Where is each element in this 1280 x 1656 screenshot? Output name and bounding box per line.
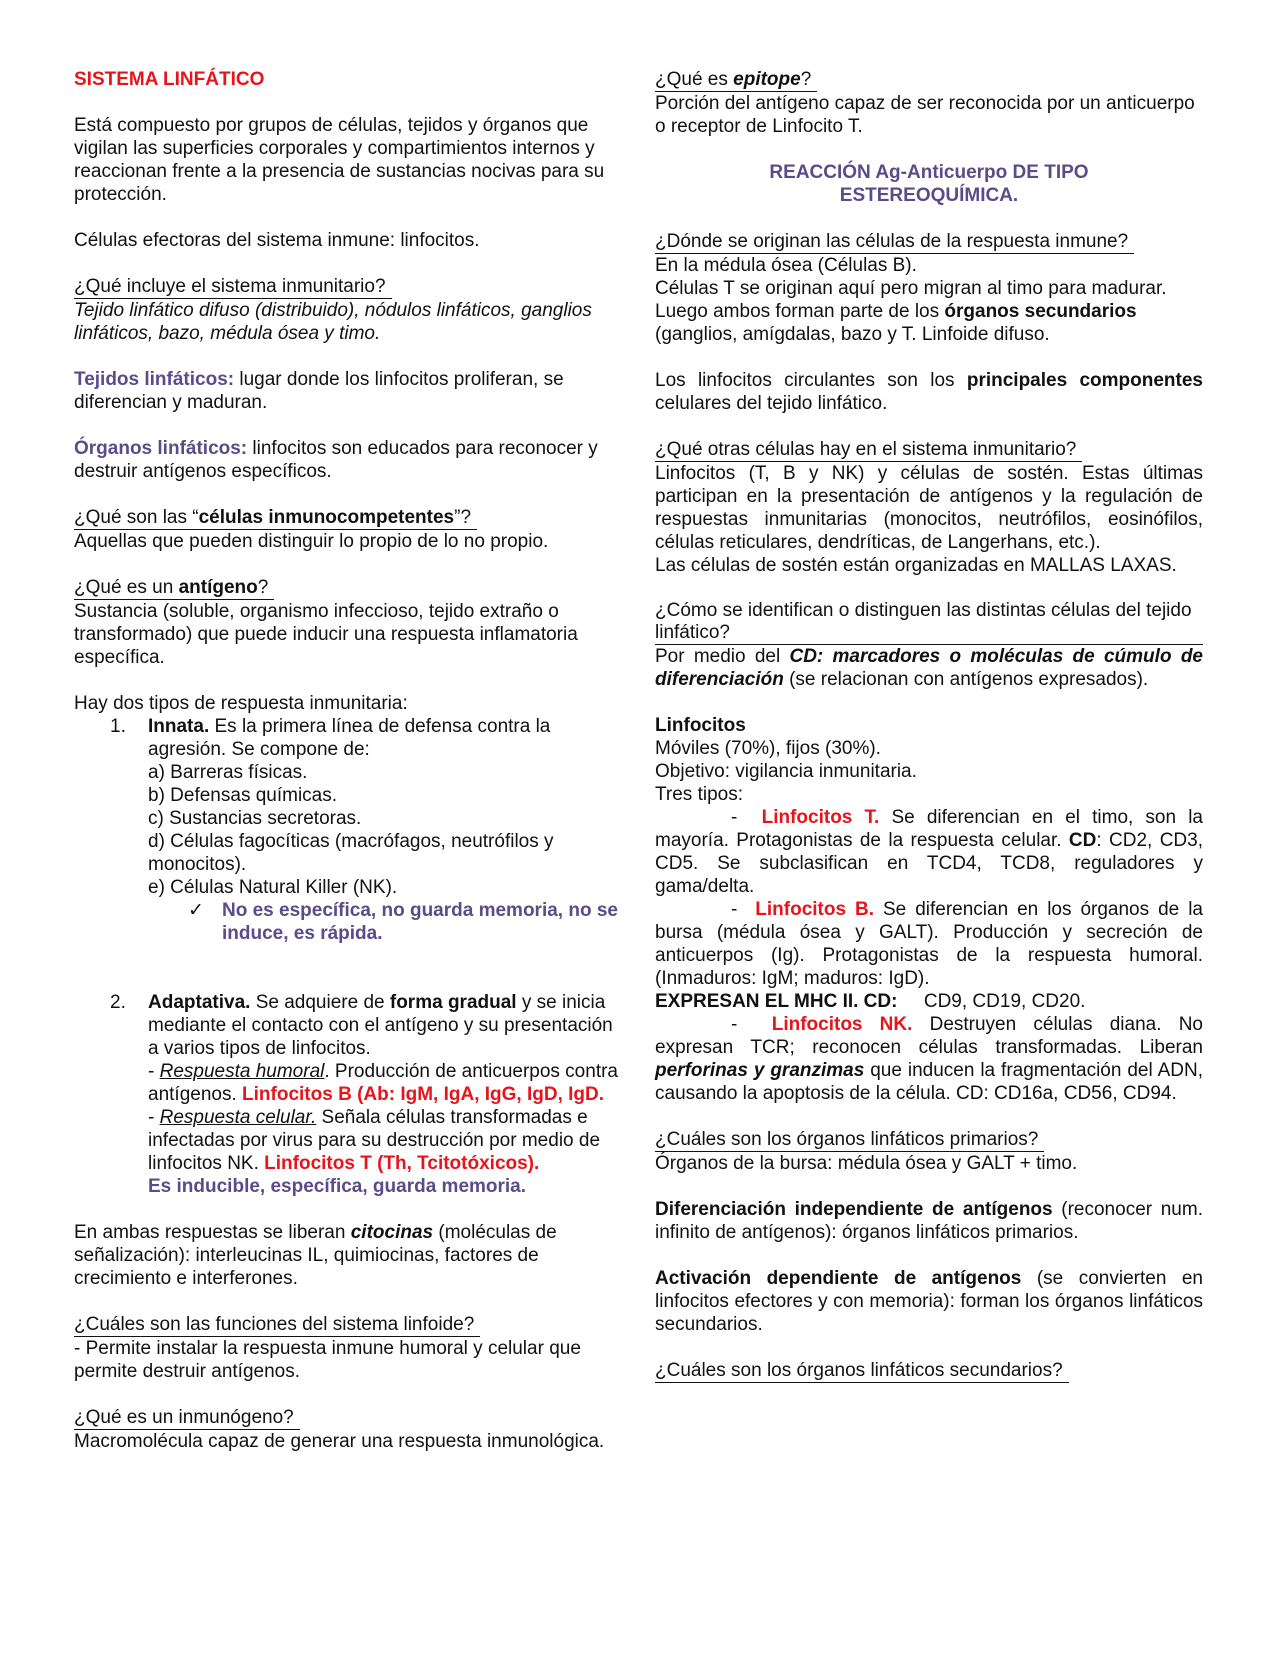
- linfocitos-nk-paragraph: [655, 1013, 1203, 1105]
- question-secundarios: ¿Cuáles son los órganos linfáticos secundarios?: [655, 1360, 1069, 1383]
- response-list: [110, 715, 619, 1198]
- page-title: SISTEMA LINFÁTICO: [74, 69, 265, 90]
- question-incluye: ¿Qué incluye el sistema inmunitario?: [74, 276, 392, 299]
- citocinas-paragraph: [74, 1221, 619, 1290]
- q-antigeno-bold: antígeno: [178, 577, 258, 598]
- q-antigeno-post: ?: [257, 577, 269, 598]
- answer-identifican: [655, 645, 1203, 691]
- list-number: 1.: [110, 716, 126, 737]
- question-inmunocompetentes: [74, 507, 477, 530]
- linfocitos-b-paragraph: [655, 898, 1203, 990]
- adaptativa-bold: forma gradual: [389, 992, 517, 1013]
- q-inmuno-post: ”?: [454, 507, 472, 528]
- efectoras-paragraph: Células efectoras del sistema inmune: linfocitos.: [74, 230, 480, 251]
- lt-text2: : CD2, CD3, CD5. Se subclasifican en TCD4, TCD8, reguladores y gama/delta.: [655, 830, 1203, 897]
- question-inmunogeno: ¿Qué es un inmunógeno?: [74, 1407, 300, 1430]
- answer-otras: Linfocitos (T, B y NK) y células de sostén. Estas últimas participan en la presentación de antígenos y la regulación de respuestas inmunitarias (monocitos, neutrófilos, eosinófilos, células reticulares, dendríticas, de Langerhans, etc.).: [655, 463, 1203, 553]
- reaccion-heading: REACCIÓN Ag-Anticuerpo DE TIPO ESTEREOQUÍMICA.: [769, 162, 1089, 206]
- right-column: [655, 68, 1203, 1383]
- tejidos-paragraph: [74, 368, 619, 414]
- q-inmuno-bold: células inmunocompetentes: [198, 507, 455, 528]
- innata-item-c: c) Sustancias secretoras.: [148, 808, 362, 829]
- lt-text1: Se diferencian en el timo, son la mayoría. Protagonistas de la respuesta celular.: [655, 807, 1203, 851]
- answer-antigeno: Sustancia (soluble, organismo infeccioso, tejido extraño o transformado) que puede inducir una respuesta inflamatoria específica.: [74, 601, 578, 668]
- lb-text: Se diferencian en los órganos de la bursa (médula ósea y GALT). Producción y secreción de anticuerpos (Ig). Protagonistas de la respuesta humoral. (Inmaduros: IgM; maduros: IgD).: [655, 899, 1203, 989]
- diferenciacion-paragraph: [655, 1198, 1203, 1244]
- innata-item-b: b) Defensas químicas.: [148, 785, 338, 806]
- activacion-paragraph: [655, 1267, 1203, 1336]
- lb-mhc-text: CD9, CD19, CD20.: [897, 991, 1086, 1012]
- citocinas-bold: citocinas: [350, 1222, 434, 1243]
- origen-3-post: (ganglios, amígdalas, bazo y T. Linfoide difuso.: [655, 324, 1050, 345]
- adaptativa-text2: y se inicia mediante el contacto con el antígeno y su presentación a varios tipos de linfocitos.: [148, 992, 613, 1059]
- q-epitope-post: ?: [800, 69, 812, 90]
- organos-text: linfocitos son educados para reconocer y destruir antígenos específicos.: [74, 438, 598, 482]
- list-number: 2.: [110, 992, 126, 1013]
- question-identifican: ¿Cómo se identifican o distinguen las distintas células del tejido linfático?: [655, 600, 1203, 645]
- question-origen: ¿Dónde se originan las células de la respuesta inmune?: [655, 231, 1134, 254]
- innata-text: Es la primera línea de defensa contra la agresión. Se compone de:: [148, 716, 551, 760]
- q-inmuno-pre: ¿Qué son las “: [74, 507, 199, 528]
- tejidos-label: Tejidos linfáticos:: [74, 369, 235, 390]
- act-bold: Activación dependiente de antígenos: [655, 1268, 1022, 1289]
- ident-post: (se relacionan con antígenos expresados).: [783, 669, 1149, 690]
- origen-3-bold: órganos secundarios: [944, 301, 1137, 322]
- tipos-intro: Hay dos tipos de respuesta inmunitaria:: [74, 693, 408, 714]
- humoral-text: . Producción de anticuerpos contra antígenos.: [148, 1061, 618, 1105]
- lb-mhc: EXPRESAN EL MHC II. CD:: [655, 991, 898, 1012]
- ident-pre: Por medio del: [655, 646, 790, 667]
- answer-inmunogeno: Macromolécula capaz de generar una respuesta inmunológica.: [74, 1431, 605, 1452]
- lb-label: Linfocitos B.: [755, 899, 875, 920]
- question-epitope: [655, 69, 817, 92]
- tres-line: Tres tipos:: [655, 784, 743, 805]
- adaptativa-text1: Se adquiere de: [250, 992, 390, 1013]
- intro-paragraph: Está compuesto por grupos de células, tejidos y órganos que vigilan las superficies corporales y compartimientos internos y reaccionan frente a la presencia de sustancias nocivas para su protección.: [74, 115, 605, 205]
- lnk-text2: que inducen la fragmentación del ADN, causando la apoptosis de la célula. CD: CD16a, CD56, CD94.: [655, 1060, 1203, 1104]
- lt-dash: -: [731, 807, 738, 828]
- adaptativa-note: Es inducible, específica, guarda memoria.: [148, 1176, 527, 1197]
- celular-label: Respuesta celular.: [159, 1107, 317, 1128]
- celular-red: Linfocitos T (Th, Tcitotóxicos).: [264, 1153, 540, 1174]
- circ-post: celulares del tejido linfático.: [655, 393, 888, 414]
- adaptativa-label: Adaptativa.: [148, 992, 251, 1013]
- question-funciones: ¿Cuáles son las funciones del sistema linfoide?: [74, 1314, 480, 1337]
- lt-cd: CD: [1068, 830, 1097, 851]
- humoral-dash: -: [148, 1061, 160, 1082]
- question-antigeno: [74, 577, 274, 600]
- innata-note: No es específica, no guarda memoria, no se induce, es rápida.: [222, 900, 618, 944]
- innata-item-a: a) Barreras físicas.: [148, 762, 308, 783]
- tejidos-text: lugar donde los linfocitos proliferan, se diferencian y maduran.: [74, 369, 564, 413]
- list-item-innata: [110, 715, 619, 945]
- answer-incluye: Tejido linfático difuso (distribuido), nódulos linfáticos, ganglios linfáticos, bazo, médula ósea y timo.: [74, 300, 592, 344]
- innata-item-d: d) Células fagocíticas (macrófagos, neutrófilos y monocitos).: [148, 831, 554, 875]
- circulantes-paragraph: [655, 369, 1203, 415]
- q-epitope-pre: ¿Qué es: [655, 69, 734, 90]
- left-column: [74, 68, 619, 1453]
- answer-inmunocompetentes: Aquellas que pueden distinguir lo propio de lo no propio.: [74, 531, 549, 552]
- linfocitos-heading: Linfocitos: [655, 715, 746, 736]
- question-otras: ¿Qué otras células hay en el sistema inmunitario?: [655, 439, 1082, 462]
- organos-label: Órganos linfáticos:: [74, 438, 248, 459]
- answer-sosten: Las células de sostén están organizadas en MALLAS LAXAS.: [655, 555, 1177, 576]
- innata-item-e: e) Células Natural Killer (NK).: [148, 877, 398, 898]
- lnk-bold: perforinas y granzimas: [655, 1060, 865, 1081]
- act-text: (se convierten en linfocitos efectores y con memoria): forman los órganos linfáticos secundarios.: [655, 1268, 1204, 1335]
- check-icon: ✓: [188, 900, 204, 921]
- lnk-dash: -: [731, 1014, 738, 1035]
- circ-pre: Los linfocitos circulantes son los: [655, 370, 967, 391]
- answer-origen-1: En la médula ósea (Células B).: [655, 255, 917, 276]
- dif-bold: Diferenciación independiente de antígenos: [655, 1199, 1053, 1220]
- mhc-line: [655, 990, 1203, 1013]
- origen-3-pre: Luego ambos forman parte de los: [655, 301, 945, 322]
- answer-primarios: Órganos de la bursa: médula ósea y GALT + timo.: [655, 1153, 1078, 1174]
- linfocitos-t-paragraph: [655, 806, 1203, 898]
- objetivo-line: Objetivo: vigilancia inmunitaria.: [655, 761, 917, 782]
- citocinas-pre: En ambas respuestas se liberan: [74, 1222, 351, 1243]
- answer-origen-2: Células T se originan aquí pero migran al timo para madurar.: [655, 278, 1167, 299]
- answer-origen-3: [655, 300, 1203, 346]
- ident-bold: CD: marcadores o moléculas de cúmulo de diferenciación: [655, 646, 1203, 690]
- celular-text: Señala células transformadas e infectadas por virus para su destrucción por medio de linfocitos NK.: [148, 1107, 601, 1174]
- organos-paragraph: [74, 437, 619, 483]
- lt-label: Linfocitos T.: [761, 807, 880, 828]
- answer-funciones: - Permite instalar la respuesta inmune humoral y celular que permite destruir antígenos.: [74, 1338, 581, 1382]
- humoral-red: Linfocitos B (Ab: IgM, IgA, IgG, IgD, IgD.: [242, 1084, 605, 1105]
- question-primarios: ¿Cuáles son los órganos linfáticos primarios?: [655, 1129, 1044, 1152]
- lb-dash: -: [731, 899, 738, 920]
- innata-label: Innata.: [148, 716, 210, 737]
- humoral-label: Respuesta humoral: [159, 1061, 325, 1082]
- q-antigeno-pre: ¿Qué es un: [74, 577, 179, 598]
- q-epitope-bold: epitope: [733, 69, 801, 90]
- dif-text: (reconocer num. infinito de antígenos): órganos linfáticos primarios.: [655, 1199, 1203, 1243]
- list-item-adaptativa: [110, 991, 619, 1198]
- circ-bold: principales componentes: [966, 370, 1203, 391]
- celular-dash: -: [148, 1107, 160, 1128]
- answer-epitope: Porción del antígeno capaz de ser reconocida por un anticuerpo o receptor de Linfocito T.: [655, 93, 1195, 137]
- lnk-label: Linfocitos NK.: [771, 1014, 913, 1035]
- moviles-line: Móviles (70%), fijos (30%).: [655, 738, 881, 759]
- citocinas-post: (moléculas de señalización): interleucinas IL, quimiocinas, factores de crecimiento e interferones.: [74, 1222, 557, 1289]
- lnk-text1: Destruyen células diana. No expresan TCR; reconocen células transformadas. Liberan: [655, 1014, 1203, 1058]
